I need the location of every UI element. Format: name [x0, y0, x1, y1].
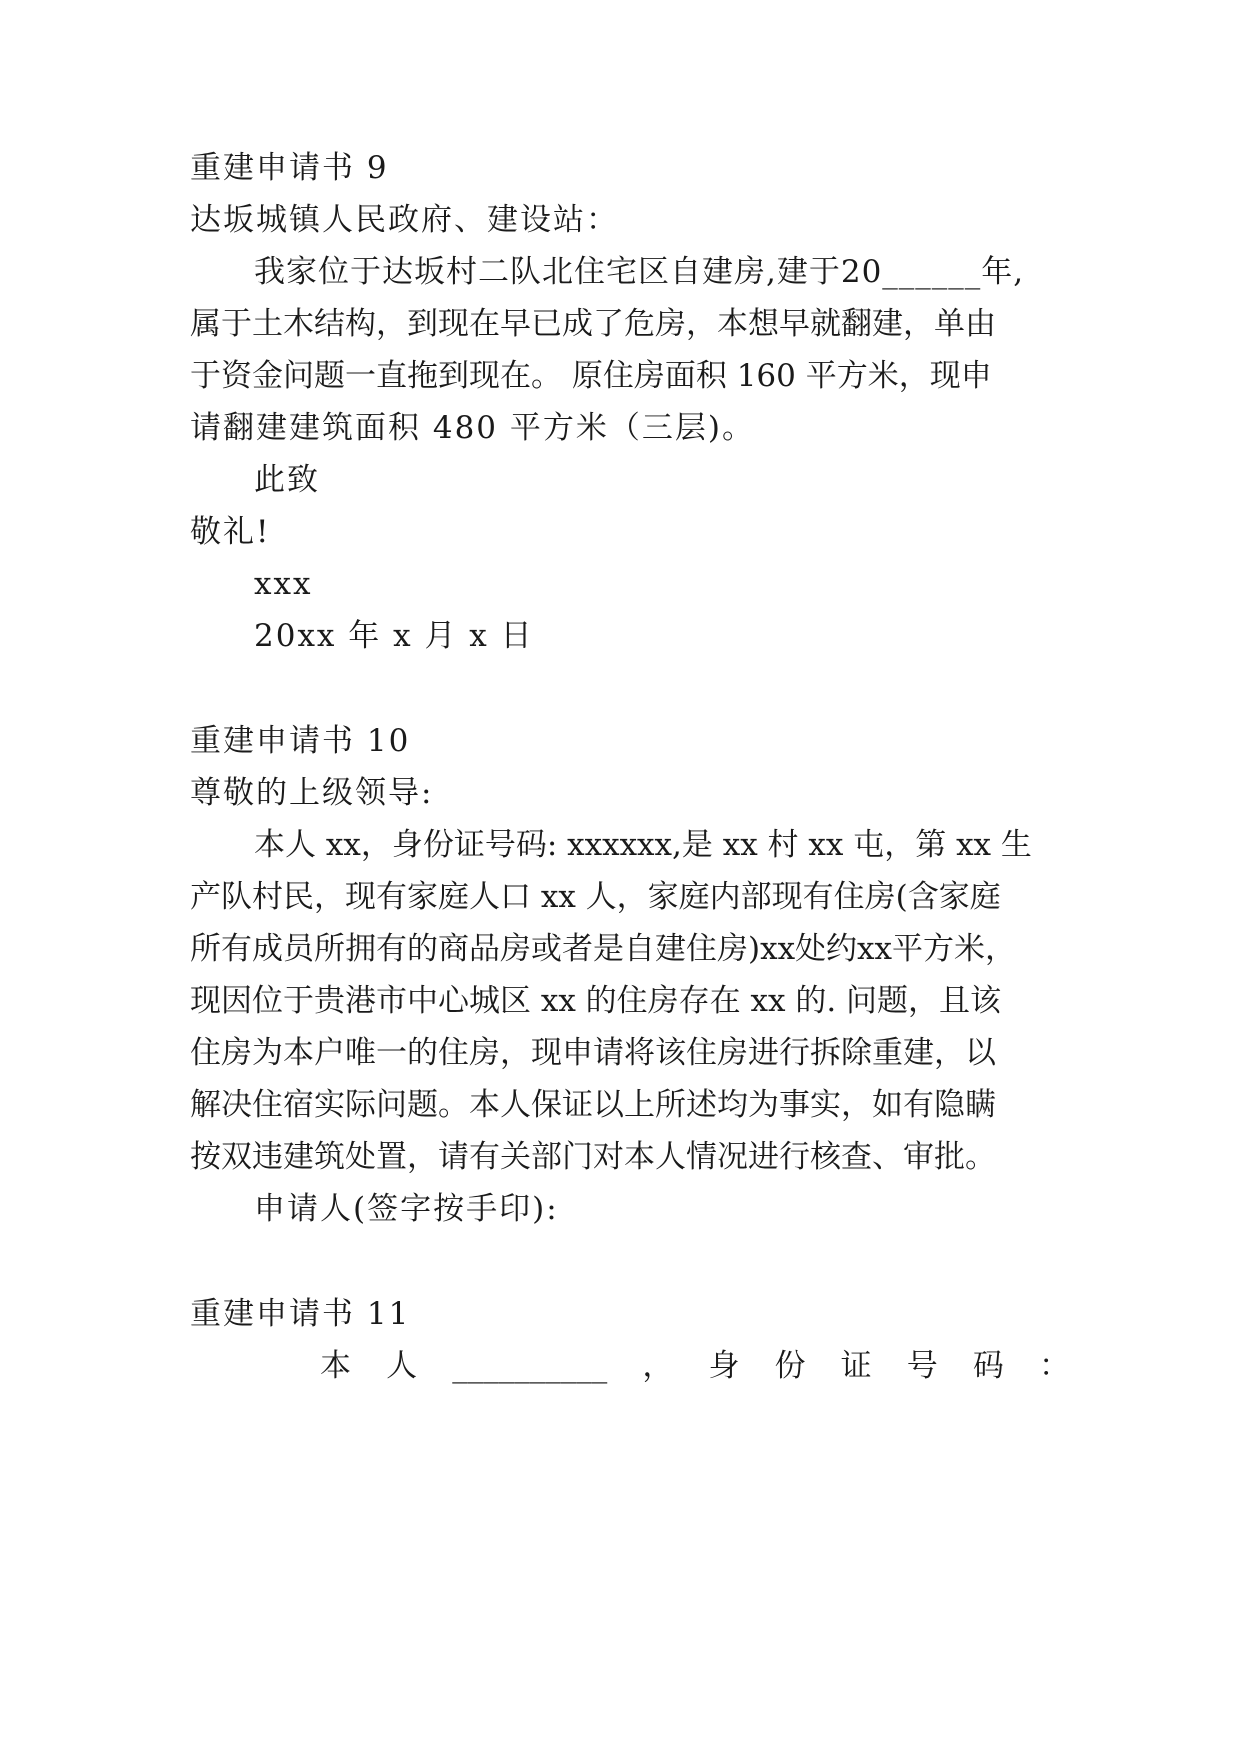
- doc9-closing-1: 此致: [254, 462, 320, 498]
- doc11-text-ma: 码: [972, 1348, 1004, 1384]
- doc10-body-line-6: 解决住宿实际问题。本人保证以上所述均为事实，如有隐瞒: [190, 1087, 996, 1123]
- doc11-title: 重建申请书 11: [190, 1296, 411, 1332]
- doc9-salutation: 达坂城镇人民政府、建设站：: [190, 202, 619, 238]
- doc10-body-line-3: 所有成员所拥有的商品房或者是自建住房)xx处约xx平方米，: [190, 931, 1017, 967]
- doc10-applicant-signature: 申请人(签字按手印):: [254, 1191, 559, 1227]
- doc10-body-line-4: 现因位于贵港市中心城区 xx 的住房存在 xx 的. 问题，且该: [190, 983, 1002, 1019]
- doc9-body-line-1: 我家位于达坂村二队北住宅区自建房,建于20______年,: [254, 254, 1025, 290]
- doc11-text-ren: 人: [386, 1348, 418, 1384]
- doc11-comma: ，: [642, 1348, 674, 1384]
- doc10-body-line-2: 产队村民，现有家庭人口 xx 人，家庭内部现有住房(含家庭: [190, 879, 1001, 915]
- doc11-text-ben: 本: [320, 1348, 351, 1384]
- doc9-date: 20xx 年 x 月 x 日: [254, 618, 534, 654]
- doc11-text-fen: 份: [774, 1348, 806, 1384]
- doc9-body-line-3: 于资金问题一直拖到现在。 原住房面积 160 平方米，现申: [190, 358, 992, 394]
- doc9-body-line-4: 请翻建建筑面积 480 平方米（三层)。: [190, 410, 755, 446]
- doc10-body-line-5: 住房为本户唯一的住房，现申请将该住房进行拆除重建，以: [190, 1035, 996, 1071]
- doc11-text-shen: 身: [708, 1348, 740, 1384]
- doc11-colon: ：: [1038, 1348, 1070, 1384]
- doc10-title: 重建申请书 10: [190, 723, 411, 759]
- doc11-text-hao: 号: [906, 1348, 938, 1384]
- doc9-title: 重建申请书 9: [190, 150, 389, 186]
- doc9-body-line-2: 属于土木结构，到现在早已成了危房，本想早就翻建，单由: [190, 306, 996, 342]
- doc9-closing-2: 敬礼!: [190, 514, 271, 550]
- doc11-text-zheng: 证: [840, 1348, 872, 1384]
- doc10-body-line-7: 按双违建筑处置，请有关部门对本人情况进行核查、审批。: [190, 1139, 996, 1175]
- doc9-signature: xxx: [254, 566, 313, 602]
- doc11-first-line: [320, 1346, 1070, 1386]
- doc11-name-blank: __________: [452, 1348, 608, 1384]
- doc10-body-line-1: 本人 xx，身份证号码: xxxxxx,是 xx 村 xx 屯，第 xx 生: [254, 827, 1032, 863]
- doc10-salutation: 尊敬的上级领导:: [190, 775, 434, 811]
